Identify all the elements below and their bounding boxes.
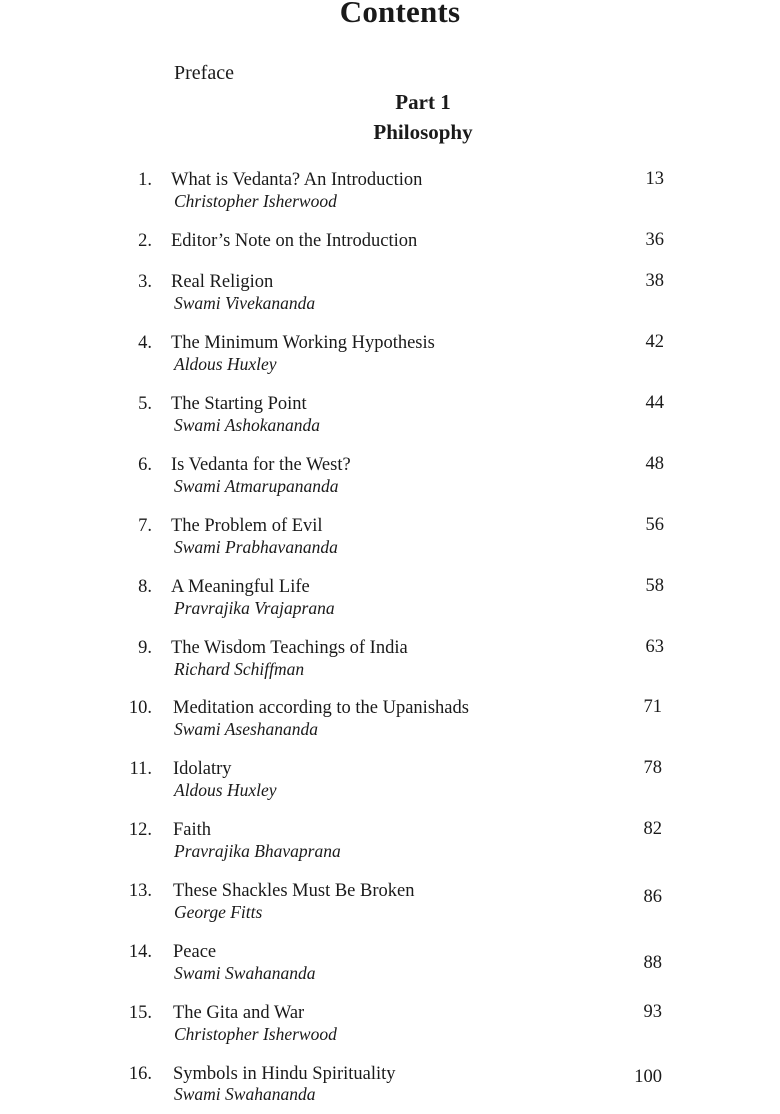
- entry-page: 48: [645, 454, 664, 474]
- entry-title[interactable]: Editor’s Note on the Introduction: [171, 231, 418, 251]
- toc-entry[interactable]: [0, 881, 780, 931]
- entry-number: 6.: [138, 455, 152, 475]
- entry-number: 10.: [128, 698, 152, 718]
- toc-entry[interactable]: [0, 638, 780, 688]
- entry-title[interactable]: The Minimum Working Hypothesis: [171, 333, 435, 353]
- entry-number: 3.: [138, 272, 152, 292]
- entry-page: 13: [645, 169, 664, 189]
- entry-page: 93: [643, 1002, 662, 1022]
- entry-author: Swami Aseshananda: [174, 719, 319, 739]
- entry-title[interactable]: Idolatry: [173, 759, 232, 779]
- entry-author: Swami Atmarupananda: [174, 476, 339, 496]
- entry-author: Swami Swahananda: [174, 1084, 316, 1104]
- entry-author: Aldous Huxley: [174, 354, 277, 374]
- toc-entry[interactable]: [0, 1064, 780, 1114]
- entry-author: George Fitts: [174, 902, 263, 922]
- entry-page: 82: [643, 819, 662, 839]
- entry-page: 78: [643, 758, 662, 778]
- entry-title[interactable]: A Meaningful Life: [171, 577, 310, 597]
- entry-number: 7.: [138, 516, 152, 536]
- entry-title[interactable]: The Problem of Evil: [171, 516, 323, 536]
- entry-title[interactable]: Meditation according to the Upanishads: [173, 698, 469, 718]
- entry-page: 63: [645, 637, 664, 657]
- toc-entry[interactable]: [0, 516, 780, 566]
- entry-page: 71: [643, 697, 662, 717]
- entry-author: Pravrajika Bhavaprana: [174, 841, 341, 861]
- toc-entry[interactable]: [0, 272, 780, 322]
- page-title: Contents: [339, 0, 461, 29]
- entry-page: 36: [645, 230, 664, 250]
- entry-title[interactable]: Peace: [173, 942, 217, 962]
- entry-page: 86: [643, 887, 662, 907]
- part-name: Philosophy: [373, 120, 473, 144]
- entry-number: 5.: [138, 394, 152, 414]
- entry-number: 8.: [138, 577, 152, 597]
- entry-title[interactable]: The Starting Point: [171, 394, 307, 414]
- entry-title[interactable]: What is Vedanta? An Introduction: [171, 170, 423, 190]
- toc-entry[interactable]: [0, 455, 780, 505]
- entry-number: 13.: [128, 881, 152, 901]
- entry-title[interactable]: These Shackles Must Be Broken: [173, 881, 415, 901]
- entry-author: Swami Swahananda: [174, 963, 316, 983]
- toc-entry[interactable]: [0, 1003, 780, 1053]
- toc-entry[interactable]: [0, 820, 780, 870]
- entry-page: 88: [643, 953, 662, 973]
- entry-page: 44: [645, 393, 664, 413]
- entry-author: Christopher Isherwood: [174, 1024, 337, 1044]
- entry-title[interactable]: The Wisdom Teachings of India: [171, 638, 408, 658]
- entry-title[interactable]: Real Religion: [171, 272, 274, 292]
- entry-author: Christopher Isherwood: [174, 191, 337, 211]
- entry-number: 14.: [128, 942, 152, 962]
- entry-author: Richard Schiffman: [174, 659, 305, 679]
- entry-page: 100: [634, 1067, 662, 1087]
- toc-entry[interactable]: [0, 333, 780, 383]
- entry-author: Swami Prabhavananda: [174, 537, 338, 557]
- toc-entry[interactable]: [0, 170, 780, 220]
- entry-title[interactable]: Symbols in Hindu Spirituality: [173, 1064, 396, 1084]
- entry-author: Swami Ashokananda: [174, 415, 320, 435]
- entry-page: 56: [645, 515, 664, 535]
- entry-page: 58: [645, 576, 664, 596]
- entry-number: 2.: [138, 231, 152, 251]
- entry-author: Pravrajika Vrajaprana: [174, 598, 335, 618]
- entry-title[interactable]: Faith: [173, 820, 212, 840]
- toc-preface[interactable]: Preface: [174, 62, 234, 84]
- entry-author: Aldous Huxley: [174, 780, 277, 800]
- toc-entry[interactable]: [0, 698, 780, 748]
- entry-number: 9.: [138, 638, 152, 658]
- entry-number: 4.: [138, 333, 152, 353]
- toc-entry[interactable]: [0, 942, 780, 992]
- entry-number: 15.: [128, 1003, 152, 1023]
- entry-author: Swami Vivekananda: [174, 293, 316, 313]
- entry-number: 12.: [128, 820, 152, 840]
- part-number: Part 1: [395, 90, 451, 114]
- toc-entry[interactable]: [0, 759, 780, 809]
- entry-number: 11.: [129, 759, 152, 779]
- toc-entry[interactable]: [0, 577, 780, 627]
- entry-number: 16.: [128, 1064, 152, 1084]
- entry-title[interactable]: The Gita and War: [173, 1003, 305, 1023]
- entry-page: 38: [645, 271, 664, 291]
- entry-title[interactable]: Is Vedanta for the West?: [171, 455, 351, 475]
- toc-entry[interactable]: [0, 394, 780, 444]
- entry-page: 42: [645, 332, 664, 352]
- entry-number: 1.: [138, 170, 152, 190]
